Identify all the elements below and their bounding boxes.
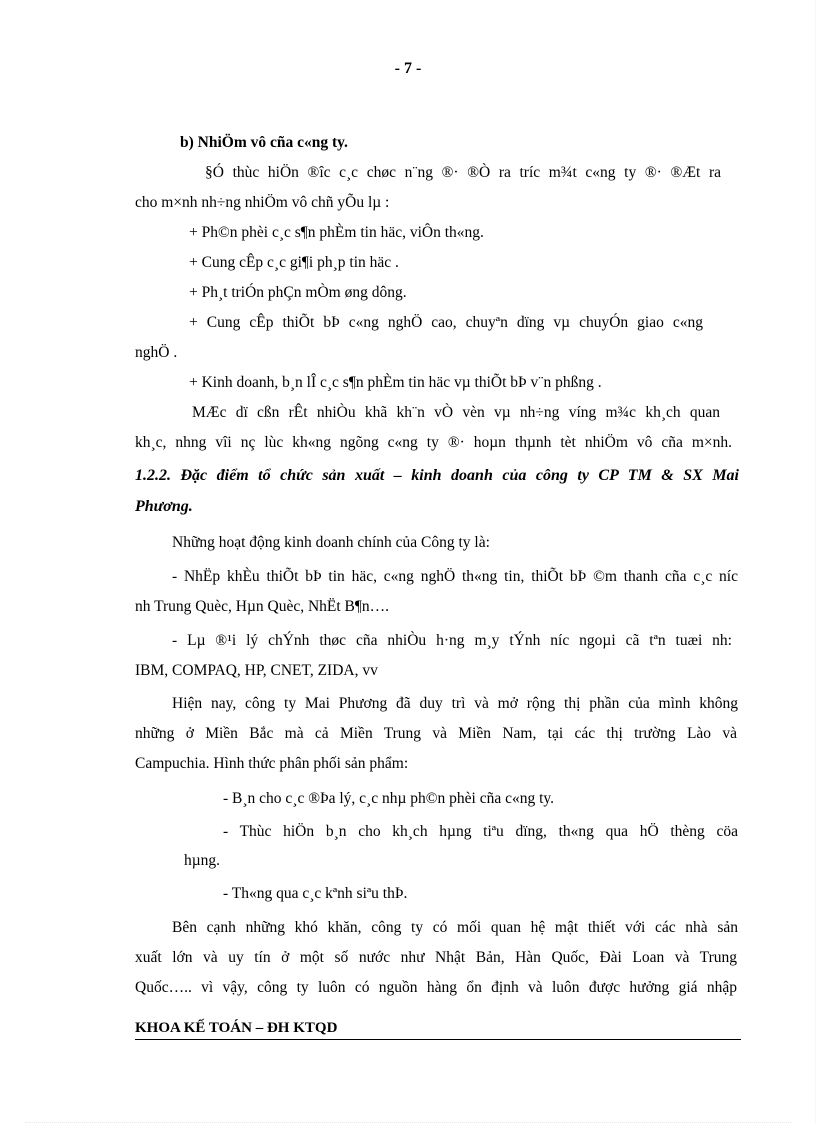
section-heading-characteristics: 1.2.2. Đặc điểm tổ chức sản xuất – kinh doanh của công ty CP TM & SX Mai — [135, 467, 739, 484]
paragraph-line: Những hoạt động kinh doanh chính của Công ty là: — [172, 534, 490, 551]
paragraph-line: Quốc….. vì vậy, công ty luôn có nguồn hàng ổn định và luôn được hưởng giá nhập — [135, 979, 737, 996]
bullet-item: + Kinh doanh, b¸n lÎ c¸c s¶n phÈm tin häc vµ thiÕt bÞ v¨n phßng . — [189, 374, 602, 391]
section-heading-tasks: b) NhiÖm vô cña c«ng ty. — [180, 134, 348, 151]
list-item: - B¸n cho c¸c ®Þa lý, c¸c nhµ ph©n phèi cña c«ng ty. — [223, 790, 555, 807]
paragraph-line: xuất lớn và uy tín ở một số nước như Nhật Bản, Hàn Quốc, Đài Loan và Trung — [135, 949, 737, 966]
paragraph-line: nh Trung Quèc, Hµn Quèc, NhËt B¶n…. — [135, 598, 390, 615]
paragraph-line: Hiện nay, công ty Mai Phương đã duy trì và mở rộng thị phần của mình không — [172, 695, 738, 712]
paragraph-line: cho m×nh nh÷ng nhiÖm vô chñ yÕu lµ : — [135, 194, 390, 211]
list-item: - Thùc hiÖn b¸n cho kh¸ch hµng tiªu dïng, th«ng qua hÖ thèng cöa — [223, 823, 738, 840]
paragraph-line: IBM, COMPAQ, HP, CNET, ZIDA, vv — [135, 662, 378, 679]
list-item: - Th«ng qua c¸c kªnh siªu thÞ. — [223, 885, 408, 902]
bullet-item: + Cung cÊp thiÕt bÞ c«ng nghÖ cao, chuyªn dïng vµ chuyÓn giao c«ng — [189, 314, 703, 331]
paragraph-line: Campuchia. Hình thức phân phối sản phẩm: — [135, 755, 409, 772]
paragraph-line: hµng. — [184, 852, 221, 869]
list-item: - NhËp khÈu thiÕt bÞ tin häc, c«ng nghÖ th«ng tin, thiÕt bÞ ©m thanh cña c¸c níc — [172, 568, 738, 585]
paragraph-line: MÆc dï cßn rÊt nhiÒu khã kh¨n vÒ vèn vµ nh÷ng víng m¾c kh¸ch quan — [192, 404, 720, 421]
bullet-item: + Cung cÊp c¸c gi¶i ph¸p tin häc . — [189, 254, 399, 271]
paragraph-line: kh¸c, nhng vîi nç lùc kh«ng ngõng c«ng ty ®· hoµn thµnh tèt nhiÖm vô cña m×nh. — [135, 434, 732, 451]
section-heading-continuation: Phương. — [135, 498, 193, 515]
paragraph-line: §Ó thùc hiÖn ®îc c¸c chøc n¨ng ®· ®Ò ra tríc m¾t c«ng ty ®· ®Æt ra — [205, 164, 721, 181]
paragraph-line: nghÖ . — [135, 344, 178, 361]
paragraph-line: những ở Miền Bắc mà cả Miền Trung và Miền Nam, tại các thị trường Lào và — [135, 725, 737, 742]
footer-divider — [135, 1039, 741, 1040]
bullet-item: + Ph©n phèi c¸c s¶n phÈm tin häc, viÔn th«ng. — [189, 224, 484, 241]
footer-label: KHOA KẾ TOÁN – ĐH KTQD — [135, 1020, 338, 1036]
page-number: - 7 - — [394, 60, 422, 77]
paragraph-line: Bên cạnh những khó khăn, công ty có mối quan hệ mật thiết với các nhà sản — [172, 919, 738, 936]
list-item: - Lµ ®¹i lý chÝnh thøc cña nhiÒu h·ng m¸y tÝnh níc ngoµi cã tªn tuæi nh: — [172, 632, 732, 649]
bullet-item: + Ph¸t triÓn phÇn mÒm øng dông. — [189, 284, 407, 301]
